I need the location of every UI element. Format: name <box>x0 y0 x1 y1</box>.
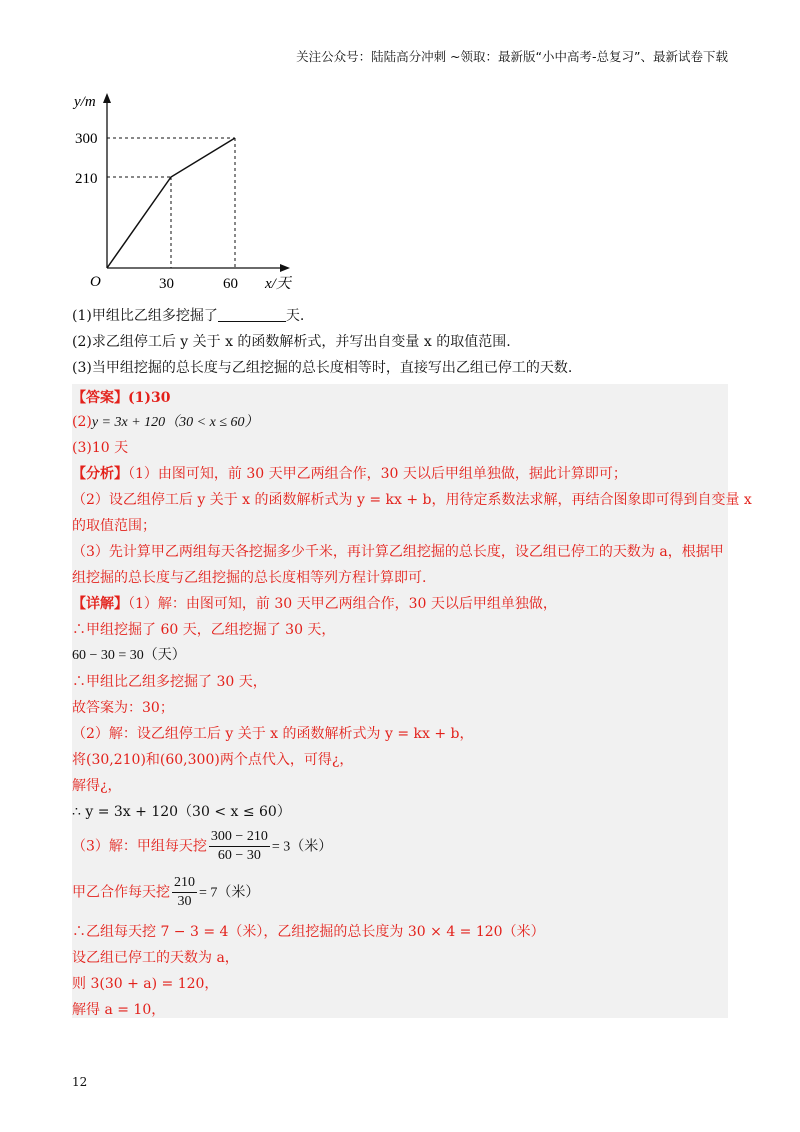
x-axis-arrow <box>280 264 290 272</box>
detail-line-3: 60 − 30 = 30（天） <box>72 648 186 663</box>
detail-line-15: 解得 a = 10， <box>72 1002 166 1018</box>
analysis-line-5: 组挖掘的总长度与乙组挖掘的总长度相等列方程计算即可. <box>72 570 427 586</box>
analysis-line-3: 的取值范围； <box>72 518 156 534</box>
fraction-1: $\frac{300 - 210}{60 - 30}$ <box>210 829 268 863</box>
question-1: (1)甲组比乙组多挖掘了 天. <box>72 308 305 324</box>
graph-svg <box>62 88 322 298</box>
detail-line-8: 解得¿， <box>72 778 122 794</box>
detail-line-13: 设乙组已停工的天数为 a， <box>72 950 239 966</box>
analysis-line-1: 【分析】（1）由图可知，前 30 天甲乙两组合作，30 天以后甲组单独做，据此计算即可； <box>72 466 627 482</box>
answer-line-1: 【答案】(1)30 <box>72 390 171 406</box>
origin-label: O <box>90 274 101 290</box>
question-3: (3)当甲组挖掘的总长度与乙组挖掘的总长度相等时，直接写出乙组已停工的天数. <box>72 360 573 376</box>
y-axis-label: y/m <box>74 94 96 110</box>
detail-line-12: ∴乙组每天挖 7 − 3 = 4（米），乙组挖掘的总长度为 30 × 4 = 120（米） <box>72 924 545 940</box>
analysis-line-4: （3）先计算甲乙两组每天各挖掘多少千米，再计算乙组挖掘的总长度，设乙组已停工的天数为 a，根据甲 <box>72 544 724 560</box>
y-tick-210: 210 <box>75 171 98 187</box>
x-tick-60: 60 <box>223 276 238 292</box>
detail-line-2: ∴甲组挖掘了 60 天，乙组挖掘了 30 天， <box>72 622 336 638</box>
line-graph <box>62 88 322 298</box>
detail-line-1: 【详解】（1）解：由图可知，前 30 天甲乙两组合作，30 天以后甲组单独做， <box>72 596 557 612</box>
detail-line-9: ∴ y = 3x + 120（30 < x ≤ 60） <box>72 804 291 820</box>
y-tick-300: 300 <box>75 131 98 147</box>
x-tick-30: 30 <box>159 276 174 292</box>
page-header: 关注公众号：陆陆高分冲刺 ~领取：最新版“小中高考-总复习”、最新试卷下载 <box>296 49 728 64</box>
detail-line-10: （3）解：甲组每天挖 $\frac{300 - 210}{60 - 30}$ = 3（米） <box>72 829 333 863</box>
detail-line-11: 甲乙合作每天挖 $\frac{210}{30}$ = 7（米） <box>72 875 260 909</box>
question-2: (2)求乙组停工后 y 关于 x 的函数解析式，并写出自变量 x 的取值范围. <box>72 334 511 350</box>
detail-line-14: 则 3(30 + a) = 120， <box>72 976 219 992</box>
answer-line-2: (2)y = 3x + 120（30 < x ≤ 60） <box>72 414 259 430</box>
x-axis-label: x/天 <box>265 276 291 292</box>
page-number: 12 <box>72 1075 88 1089</box>
answer-blank <box>218 307 286 322</box>
fraction-2: $\frac{210}{30}$ <box>174 875 195 909</box>
detail-line-7: 将(30,210)和(60,300)两个点代入，可得¿， <box>72 752 354 768</box>
answer-line-3: (3)10 天 <box>72 440 129 456</box>
y-axis-arrow <box>103 93 111 103</box>
detail-line-6: （2）解：设乙组停工后 y 关于 x 的函数解析式为 y = kx + b， <box>72 726 474 742</box>
analysis-line-2: （2）设乙组停工后 y 关于 x 的函数解析式为 y = kx + b，用待定系数法求解，再结合图象即可得到自变量 x <box>72 492 752 508</box>
detail-line-5: 故答案为：30； <box>72 700 174 716</box>
detail-line-4: ∴甲组比乙组多挖掘了 30 天， <box>72 674 267 690</box>
